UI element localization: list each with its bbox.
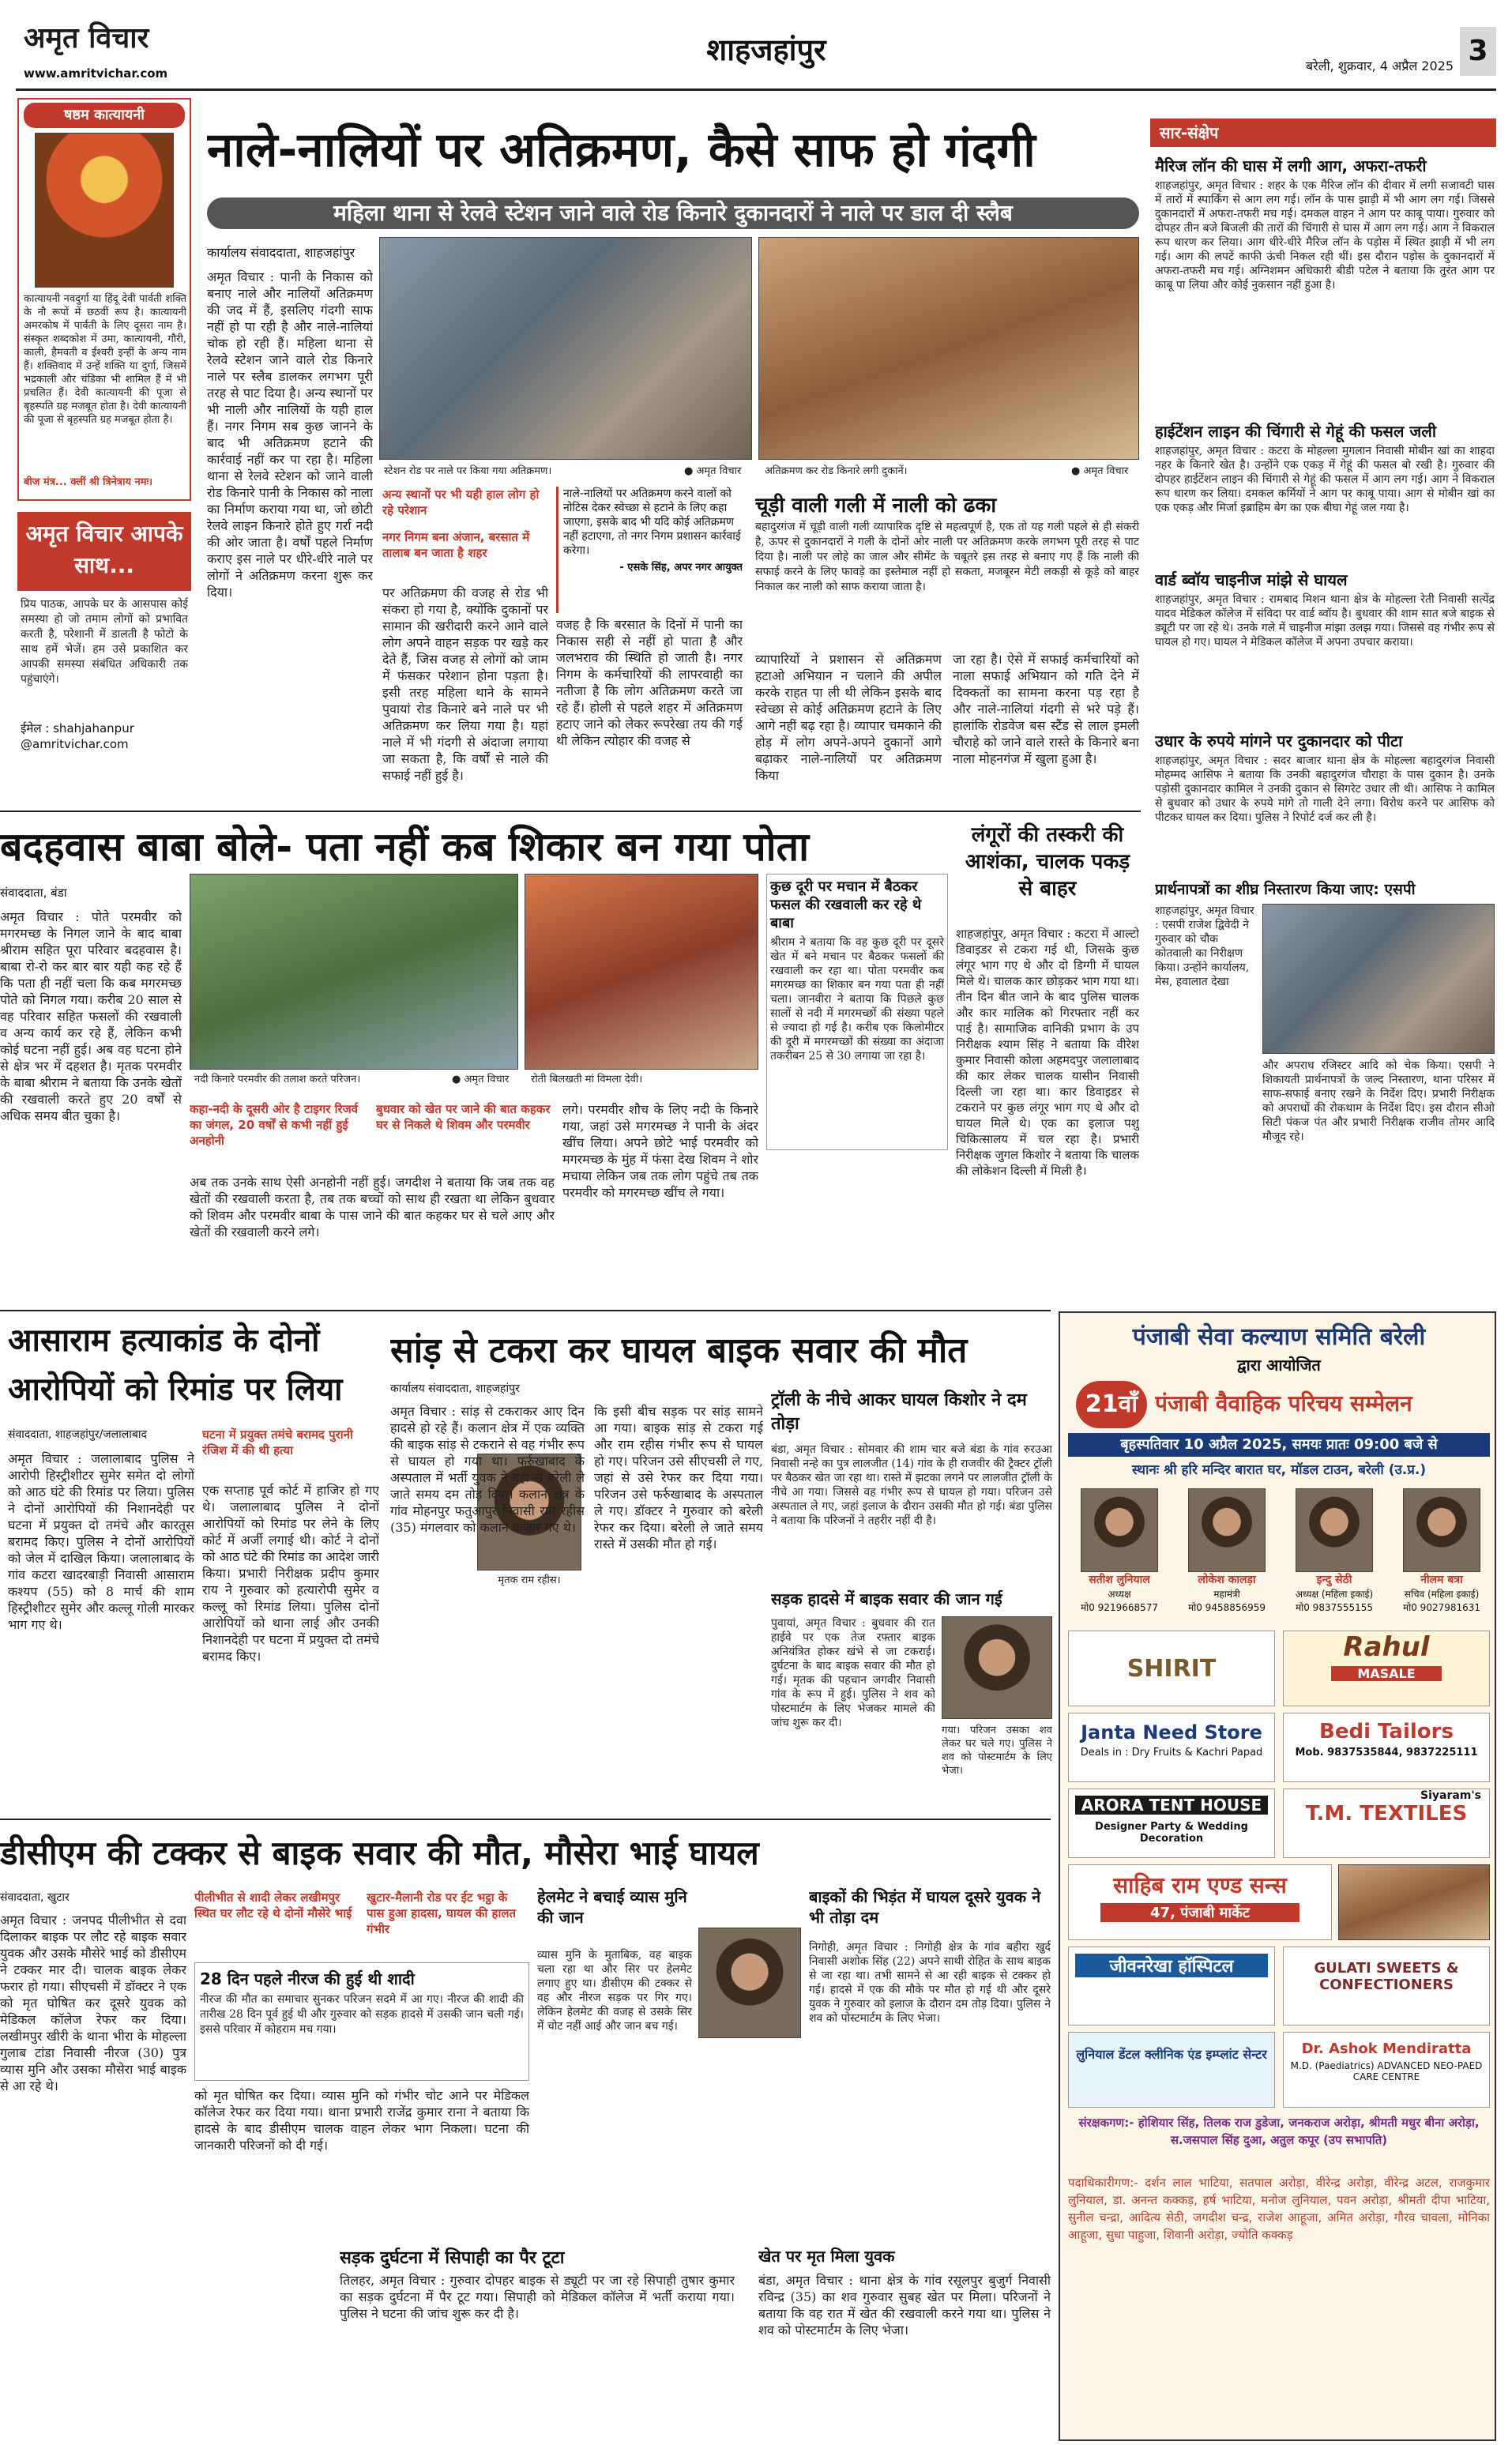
sammelan-venue: स्थानः श्री हरि मन्दिर बारात घर, मॉडल टाउन, बरेली (उ.प्र.)	[1131, 1462, 1427, 1478]
shirt-ad: SHIRIT	[1068, 1631, 1275, 1706]
person-name: नीलम बत्रा	[1420, 1574, 1463, 1586]
khet-headline: खेत पर मृत मिला युवक	[758, 2247, 895, 2266]
saar-4-headline: उधार के रुपये मांगने पर दुकानदार को पीटा	[1155, 732, 1403, 750]
lead-headline: नाले-नालियों पर अतिक्रमण, कैसे साफ हो गंदगी	[207, 122, 1036, 178]
ashok-brand: Dr. Ashok Mendiratta	[1301, 2041, 1472, 2057]
lead-col-2: पर अतिक्रमण की वजह से रोड भी संकरा हो गया है, क्योंकि दुकानों पर सामान की खरीदारी करने आने वाले लोग अपने वाहन सड़क पर खड़े कर देते हैं, जिस वजह से लोगों को जाम में फंसकर परेशान होना पड़ता है। इसी तरह महिला थाने के सामने पुवायां रोड किनारे बने नाले पर भी अतिक्रमण कर लिया गया है। यहां नाले में भी गंदगी से अंदाजा लगाया जा सकता है, कि वर्षों से नाले की सफाई नहीं हुई है।	[382, 585, 548, 783]
dm-byline: संवाददाता, खुटार	[0, 1891, 70, 1904]
saar-5-side: शाहजहांपुर, अमृत विचार : एसपी राजेश द्विवेदी ने गुरुवार को चौक कोतवाली का निरीक्षण किया। उन्होंने कार्यालय, मेस, हवालात देखा	[1155, 905, 1254, 988]
chudi-text: बहादुरगंज में चूड़ी वाली गली व्यापारिक दृष्टि से महत्वपूर्ण है, एक तो यह गली पहले से ही संकरी है, ऊपर से दुकानदारों ने गली के दोनों ओर नाली पर अतिक्रमण करके लगभग पूरी तरह से पाट दिया है। नाली पर लोहे का जाल और सीमेंट के चबूतरे इस तरह से बनाए गए हैं कि नाली की सफाई करने के लिए फावड़े का इस्तेमाल नहीं हो सकता, मजबूरन मेटी लकड़ी से कूड़े को बाहर निकाल कर नाली को साफ कराया जाता है।	[755, 521, 1139, 593]
city-name: शाहजहांपुर	[706, 32, 826, 67]
jeevan-ad	[1068, 1947, 1275, 2026]
bedi-ad	[1283, 1713, 1490, 1782]
baba-box-title: कुछ दूरी पर मचान में बैठकर फसल की रखवाली कर रहे थे बाबा	[770, 878, 922, 931]
chudi-col-a: व्यापारियों ने प्रशासन से अतिक्रमण हटाओ अभियान न चलाने की अपील करके राहत पा ली थी लेकिन इसके बाद स्वेच्छा से कोई अतिक्रमण हटाने के लिए आगे नहीं बढ़ रहा है। व्यापार चमकाने की होड़ में लोग अपने-अपने दुकानों आगे बढ़ाकर नाले-नालियों पर अतिक्रमण किया	[755, 652, 942, 783]
saar-3-text: शाहजहांपुर, अमृत विचार : रामबाद मिशन थाना क्षेत्र के मोहल्ला रेती निवासी सत्येंद्र यादव मेडिकल कॉलेज में संविदा पर वार्ड ब्वॉय है। बुधवार की शाम सात बजे बाइक से ड्यूटी पर जा रहे थे। उनके गले में चाइनीज मांझा उलझ गया। जिससे वह गंभीर रूप से घायल हो गए। घायल ने मेडिकल कॉलेज में अपना उपचार कराया।	[1155, 593, 1495, 649]
lead-photo-2-caption: अतिक्रमण कर रोड किनारे लगी दुकानें।	[760, 463, 997, 479]
dm-col-1: अमृत विचार : जनपद पीलीभीत से दवा दिलाकर बाइक पर लौट रहे बाइक सवार युवक और उसके मौसेरे भाई को डीसीएम ने टक्कर मार दी। चालक बाइक लेकर फरार हो गया। सीएचसी में डॉक्टर ने एक को मृत घोषित कर दूसरे युवक को मेडिकल कॉलेज रेफर कर दिया। लखीमपुर खीरी के थाना भीरा के मोहल्ला गुलाब टांडा निवासी नीरज (30) पुत्र व्यास मुनि और उसका मौसेरा भाई बाइक से आ रहे थे।	[0, 1913, 186, 2093]
aap-title: अमृत विचार आपके साथ...	[17, 512, 191, 591]
person-mob: मो0 9458856959	[1187, 1602, 1266, 1613]
asaram-col-2: एक सप्ताह पूर्व कोर्ट में हाजिर हो गए थे। जलालाबाद पुलिस ने दोनों आरोपियों को रिमांड पर लेने के लिए कोर्ट में अर्जी लगाई थी। कोर्ट ने दोनों को आठ घंटे की रिमांड का आदेश जारी किया। प्रभारी निरीक्षक प्रदीप कुमार राय ने गुरुवार को हत्यारोपी सुमेर व कल्लू को रिमांड लिया। पुलिस दोनों आरोपियों को थाना लाई और उनकी निशानदेही पर घटना में प्रयुक्त दो तमंचे बरामद किए।	[202, 1483, 379, 1664]
janta-sub: Deals in : Dry Fruits & Kachri Papad	[1080, 1747, 1263, 1759]
baba-col-2: अब तक उनके साथ ऐसी अनहोनी नहीं हुई। जगदीश ने बताया कि जब तक वह खेतों की रखवाली करता है, तब तक बच्चों को साथ ही रखता था लेकिन बुधवार को शिवम और परमवीर बाबा के पास जाने की बात कहकर घर से चले आए और खेतों की रखवाली करने लगे।	[190, 1175, 555, 1239]
person-card	[1175, 1488, 1278, 1623]
hadsa-text: पुवायां, अमृत विचार : बुधवार की रात हाईवे पर एक तेज रफ्तार बाइक अनियंत्रित होकर खंभे से जा टकराई। दुर्घटना के बाद बाइक सवार की मौत हो गई। मृतक की पहचान जगवीर निवासी गांव के रूप में हुई। पुलिस ने शव को पोस्टमार्टम के लिए भेजकर मामले की जांच शुरू कर दी।	[771, 1617, 935, 1729]
saar-3-headline: वार्ड ब्वॉय चाइनीज मांझे से घायल	[1155, 570, 1348, 589]
arora-brand: ARORA TENT HOUSE	[1075, 1796, 1268, 1815]
lead-subhead: महिला थाना से रेलवे स्टेशन जाने वाले रोड किनारे दुकानदारों ने नाले पर डाल दी स्लैब	[207, 197, 1139, 229]
person-role: महामंत्री	[1213, 1589, 1240, 1600]
person-mob: मो0 9027981631	[1402, 1602, 1481, 1613]
saar-5-text: और अपराध रजिस्टर आदि को चेक किया। एसपी ने शिकायती प्रार्थनापत्रों के जल्द निस्तारण, थाना परिसर में साफ-सफाई बनाए रखने के निर्देश दिए। प्रभारी निरीक्षक को अपराधों की रोकथाम के निर्देश दिए। इस दौरान सीओ सिटी पंकज पंत और प्रभारी निरीक्षक राजीव तोमर आदि मौजूद रहे।	[1262, 1059, 1495, 1143]
rahul-brand: Rahul	[1343, 1631, 1430, 1663]
dm-point-2: खुटार-मैलानी रोड पर ईट भट्ठा के पास हुआ हादसा, घायल की हालत गंभीर	[367, 1890, 517, 1936]
asaram-point: घटना में प्रयुक्त तमंचे बरामद पुरानी रंजिश में की थी हत्या	[202, 1428, 353, 1458]
ashok-ad	[1283, 2032, 1490, 2108]
tm-top: Siyaram's	[1420, 1789, 1481, 1802]
janta-brand: Janta Need Store	[1081, 1721, 1262, 1743]
aap-text: प्रिय पाठक, आपके घर के आसपास कोई समस्या हो जो तमाम लोगों को प्रभावित करती है, परेशानी में डालती है फोटो के साथ हमें भेजें। हम उसे प्रकाशित कर आपकी समस्या संबंधित अधिकारी तक पहुंचाएंगे।	[21, 598, 188, 686]
divider-1	[0, 811, 1141, 812]
goddess-image	[35, 133, 174, 288]
baba-photo-2	[525, 874, 758, 1070]
divider-2	[0, 1310, 1051, 1311]
jeevan-brand: जीवनरेखा हॉस्पिटल	[1075, 1954, 1268, 1977]
bees-text: निगोही, अमृत विचार : निगोही क्षेत्र के गांव बहीरा खुर्द निवासी अशोक सिंह (22) अपने साथी रोहित के साथ बाइक से जा रहा था। तभी सामने से आ रही बाइक से टक्कर हो गई। हादसे में एक की मौके पर मौत हो गई थी और दूसरे युवक ने गुरुवार को इलाज के दौरान दम तोड़ दिया। पुलिस ने शव को पोस्टमार्टम के लिए भेजा।	[809, 1941, 1051, 2025]
chudi-col-b: जा रहा है। ऐसे में सफाई कर्मचारियों को नाला सफाई अभियान को गति देने में दिक्कतों का सामना करना पड़ रहा है और नाले-नालियां गंदगी से भरे पड़े हैं। हालांकि रोडवेज बस स्टैंड से लाल इमली चौराहे को जाने वाले रास्ते के किनारे बना नाला मोहनगंज में खुला हुआ है।	[953, 652, 1139, 766]
tm-ad	[1283, 1789, 1490, 1858]
sammelan-date: बृहस्पतिवार 10 अप्रैल 2025, समयः प्रातः 09:00 बजे से	[1068, 1433, 1490, 1457]
trolley-tail: गया। परिजन उसका शव लेकर घर चले गए। पुलिस ने शव को पोस्टमार्टम के लिए भेजा।	[942, 1725, 1052, 1777]
gulati-ad	[1283, 1947, 1490, 2026]
lead-photo-2	[758, 237, 1139, 460]
person-role: अध्यक्ष	[1108, 1589, 1131, 1600]
page-number: 3	[1460, 27, 1496, 76]
baba-box	[766, 874, 948, 1150]
samiti-ad	[1059, 1311, 1496, 2441]
lead-photo-1-credit: ● अमृत विचार	[679, 463, 752, 479]
person-photo	[1403, 1488, 1480, 1572]
sahib-ad	[1068, 1864, 1332, 1940]
saar-1-headline: मैरिज लॉन की घास में लगी आग, अफरा-तफरी	[1155, 156, 1427, 175]
gulati-brand: GULATI SWEETS & CONFECTIONERS	[1314, 1960, 1459, 1993]
padadhikari: पदाधिकारीगण:- दर्शन लाल भाटिया, सतपाल अरोड़ा, वीरेन्द्र अरोड़ा, वीरेन्द्र अटल, राजकुमार लुनियाल, डा. अनन्त कक्कड़, हर्ष भाटिया, मनोज लुनियाल, पवन अरोड़ा, श्रीमती दीपा भाटिया, सुनील चन्द्रा, आदित्य सेठी, जगदीश चन्द्र, राजेश आहूजा, अमित अरोड़ा, गौरव चावला, मोनिका आहूजा, सुधा पाहुजा, शिवानी अरोड़ा, ज्योति कक्कड़	[1068, 2176, 1490, 2242]
lead-col-1: अमृत विचार : पानी के निकास को बनाए नाले और नालियों अतिक्रमण की जद में हैं, इसलिए गंदगी साफ नहीं हो पा रही है और नाले-नालियां चोक हो रही हैं। महिला थाना से रेलवे स्टेशन जाने वाले रोड किनारे नाले पर स्लैब डालकर लगभग पूरी तरह से पाट दिया है। अन्य स्थानों पर भी नाली और नालियों के यही हाल हैं। नगर निगम सब कुछ जानने के बाद भी अतिक्रमण हटाने की कार्रवाई नहीं कर पा रहा है। महिला थाना से रेलवे स्टेशन को जाने वाली रोड किनारे पानी के निकास को नाला का निर्माण कराया गया था, जो छोटी रेलवे लाइन किनारे होते हुए गर्रा नदी की ओर जाता है। वर्षों पहले निर्माण कराए इस नाले पर धीरे-धीरे नाले पर लोगों ने अतिक्रमण करना शुरू कर दिया।	[207, 269, 373, 600]
lead-col-3: वजह है कि बरसात के दिनों में पानी का निकास सही से नहीं हो पाता है और जलभराव की स्थिति हो जाती है। नगर निगम के कर्मचारियों की लापरवाही का नतीजा है कि लोग अतिक्रमण करते जा रहे हैं। होली से पहले शहर में अतिक्रमण हटाए जाने को लेकर रूपरेखा तय की गई थी लेकिन त्योहार की वजह से	[556, 617, 743, 748]
sammelan-number: 21वाँ	[1076, 1381, 1147, 1428]
person-card	[1390, 1488, 1493, 1623]
asaram-col-1: अमृत विचार : जलालाबाद पुलिस ने आरोपी हिस्ट्रीशीटर सुमेर समेत दो लोगों को आठ घंटे की रिमांड पर लिया। पुलिस ने दोनों आरोपियों की निशानदेही पर घटना में प्रयुक्त दो तमंचे और कारतूस बरामद किए। पुलिस ने दोनों आरोपियों को जेल में दाखिल किया। जलालाबाद के गांव कटरा खादरबाड़ी निवासी आसाराम कश्यप (55) को 8 मार्च की शाम हिस्ट्रीशीटर सुमेर और कल्लू गोली मारकर भाग गए थे।	[8, 1451, 194, 1632]
khet-text: बंडा, अमृत विचार : थाना क्षेत्र के गांव रसूलपुर बुजुर्ग निवासी रविन्द्र (35) का शव गुरुवार सुबह खेत पर मिला। परिजनों ने बताया कि वह रात में खेत की रखवाली करने गया था। पुलिस ने शव को पोस्टमार्टम के लिए भेजा।	[758, 2273, 1051, 2338]
hadsa-photo	[942, 1616, 1052, 1719]
sahib-photo	[1338, 1864, 1490, 1940]
divider-3	[0, 1819, 1051, 1820]
sammelan-title: पंजाबी वैवाहिक परिचय सम्मेलन	[1155, 1390, 1412, 1416]
goddess-box	[17, 98, 191, 501]
chudi-headline: चूड़ी वाली गली में नाली को ढका	[755, 494, 997, 517]
person-mob: मो0 9219668577	[1080, 1602, 1159, 1613]
trolley-text: बंडा, अमृत विचार : सोमवार की शाम चार बजे बंडा के गांव रुरउआ निवासी नन्हे का पुत्र लालजीत (14) गांव के ही राजवीर की ट्रैक्टर ट्रॉली पर बैठकर खेत जा रहा था। रास्ते में झटका लगने पर लालजीत ट्रॉली के नीचे आ गया। जिससे वह गंभीर रूप से घायल हो गया। परिजन उसे अस्पताल ले गए, जहां इलाज के दौरान उसकी मौत हो गई। बंडा पुलिस ने बताया कि परिजनों ने तहरीर नहीं दी है।	[771, 1443, 1052, 1527]
tm-brand: T.M. TEXTILES	[1305, 1802, 1468, 1826]
person-mob: मो0 9837555155	[1295, 1602, 1374, 1613]
baba-headline: बदहवास बाबा बोले- पता नहीं कब शिकार बन गया पोता	[0, 824, 810, 870]
lead-byline: कार्यालय संवाददाता, शाहजहांपुर	[207, 245, 355, 260]
person-photo	[1081, 1488, 1158, 1572]
aap-email[interactable]: ईमेल : shahjahanpur @amritvichar.com	[21, 721, 134, 751]
dm-headline: डीसीएम की टक्कर से बाइक सवार की मौत, मौसेरा भाई घायल	[0, 1834, 759, 1872]
arora-ad	[1068, 1789, 1275, 1858]
aap-box	[17, 512, 191, 773]
lead-point-1: अन्य स्थानों पर भी यही हाल लोग हो रहे परेशान	[382, 487, 540, 517]
saar-2-headline: हाईटेंशन लाइन की चिंगारी से गेहूं की फसल जली	[1155, 422, 1437, 441]
saand-col-1: अमृत विचार : सांड़ से टकराकर आए दिन हादसे हो रहे हैं। कलान क्षेत्र में एक व्यक्ति की बाइक सांड़ से टकराने से वह गंभीर रूप से घायल हो गया था। फर्रुखाबाद के अस्पताल में भर्ती युवक ने वहां से बरेली ले जाते समय दम तोड़ दिया। कलान क्षेत्र के गांव मोहनपुर फतुआपुर निवासी राम रहीस (35) मंगलवार को कलान बाजार गए थे।	[390, 1404, 585, 1535]
dateline: बरेली, शुक्रवार, 4 अप्रैल 2025	[1305, 58, 1454, 73]
saand-col-2: कि इसी बीच सड़क पर सांड़ सामने आ गया। बाइक सांड़ से टकरा गई और राम रहीस गंभीर रूप से घायल हो गए। परिजन उसे सीएचसी ले गए, जहां से उसे रेफर कर दिया गया। परिजन उसे फर्रुखाबाद के अस्पताल ले गए। डॉक्टर ने गुरुवार को बरेली रेफर कर दिया। बरेली ले जाते समय रास्ते में उसकी मौत हो गई।	[594, 1404, 763, 1552]
masthead-rule	[16, 88, 1496, 91]
person-name: लोकेश कालड़ा	[1198, 1574, 1256, 1586]
janta-ad	[1068, 1713, 1275, 1782]
rahul-sub: MASALE	[1331, 1666, 1442, 1681]
person-name: सतीश लुनियाल	[1089, 1574, 1150, 1586]
saar-1-text: शाहजहांपुर, अमृत विचार : शहर के एक मैरिज लॉन की दीवार में लगी सजावटी घास में तारों में स्पार्किंग से आग लग गई। लॉन के पास झाड़ी में भी आग लग गई। जिससे दुकानदारों में अफरा-तफरी मच गई। दमकल वाहन ने आग पर काबू पाया। गुरुवार को दोपहर तीन बजे बिजली की तारों की चिंगारी से घास में आग लग गई। आग ने विकराल रूप धारण कर लिया। आग धीरे-धीरे मैरिज लॉन के पड़ोस में स्थित झाड़ी में भी लग गई। आग की लपटें काफी ऊंची निकल रही थीं। इस दौरान पड़ोस के दुकानदारों में अफरा-तफरी मच गई। अग्निशमन अधिकारी बीडी पटेल ने बताया कि तुरंत आग पर काबू पा लिया और कोई नुकसान नहीं हुआ है।	[1155, 179, 1495, 292]
saand-photo-caption: मृतक राम रहीस।	[477, 1572, 581, 1588]
arora-sub: Designer Party & Wedding Decoration	[1095, 1821, 1248, 1845]
masthead-logo: अमृत विचार	[24, 22, 149, 55]
asaram-byline: संवाददाता, शाहजहांपुर/जलालाबाद	[8, 1428, 147, 1441]
saar-4-text: शाहजहांपुर, अमृत विचार : सदर बाजार थाना क्षेत्र के मोहल्ला बहादुरगंज निवासी मोहम्मद आसिफ ने बताया कि उनकी बहादुरगंज चौराहा के पास दुकान है। उनके पड़ोसी दुकानदार कामिल ने उनकी दुकान से सिगरेट उधार ली थी। आसिफ ने कामिल से बुधवार को उधार के रुपये मांगे तो गाली देने लगा। विरोध करने पर आसिफ को पीटकर घायल कर दिया। पुलिस ने रिपोर्ट दर्ज कर ली है।	[1155, 754, 1495, 824]
hadsa-headline: सड़क हादसे में बाइक सवार की जान गई	[771, 1589, 1002, 1608]
sipahi-headline: सड़क दुर्घटना में सिपाही का पैर टूटा	[340, 2248, 565, 2268]
saar-5-photo	[1262, 904, 1495, 1054]
person-role: अध्यक्ष (महिला इकाई)	[1295, 1589, 1374, 1600]
helmet-text: व्यास मुनि के मुताबिक, वह बाइक चला रहा था और सिर पर हेलमेट लगाए हुए था। डीसीएम की टक्कर से वह और नीरज सड़क पर गिर गए। लेकिन हेलमेट की वजह से उसके सिर में चोट नहीं आई और जान बच गई।	[537, 1949, 692, 2033]
baba-box-text: श्रीराम ने बताया कि वह कुछ दूरी पर दूसरे खेत में बने मचान पर बैठकर फसलों की रखवाली कर रहा था। पोता परमवीर कब मगरमच्छ का शिकार बन गया पता ही नहीं चला। जानवीरा ने बताया कि पिछले कुछ सालों से नदी में मगरमच्छों की संख्या पहले से ज्यादा हो गई है। करीब एक किलोमीटर की दूरी में मगरमच्छों की संख्या का अंदाजा तकरीबन 25 से 30 लगाया जा रहा है।	[770, 936, 944, 1063]
baba-col-3: लगे। परमवीर शौच के लिए नदी के किनारे गया, जहां उसे मगरमच्छ ने पानी के अंदर खींच लिया। अपने छोटे भाई परमवीर को मगरमच्छ के मुंह में फंसा देख शिवम ने शोर मचाया लेकिन जब तक लोग पहुंचे तब तक परमवीर को मगरमच्छ खींच ले गया।	[562, 1102, 758, 1200]
lead-point-2: नगर निगम बना अंजान, बरसात में तालाब बन जाता है शहर	[382, 530, 530, 560]
dm-point-1: पीलीभीत से शादी लेकर लखीमपुर स्थित घर लौट रहे थे दोनों मौसेरे भाई	[194, 1890, 352, 1920]
goddess-text: कात्यायनी नवदुर्गा या हिंदू देवी पार्वती शक्ति के नौ रूपों में छठवीं रूप है। कात्यायनी अमरकोष में पार्वती के लिए दूसरा नाम है। संस्कृत शब्दकोश में उमा, कात्यायनी, गौरी, काली, हैमवती व ईश्वरी इन्हीं के अन्य नाम हैं। शक्तिवाद में उन्हें शक्ति या दुर्गा, जिसमें भद्रकाली और चंडिका भी शामिल हैं में भी प्रचलित हैं। देवी कात्यायनी की पूजा से बृहस्पति ग्रह मजबूत होता है। देवी कात्यायनी की पूजा से बृहस्पति ग्रह मजबूत होता है।	[24, 293, 186, 426]
goddess-title: षष्ठम कात्यायनी	[24, 103, 185, 128]
samiti-title: पंजाबी सेवा कल्याण समिति बरेली	[1132, 1323, 1426, 1351]
saar-title: सार-संक्षेप	[1150, 118, 1496, 147]
lead-quote-author: - एसके सिंह, अपर नगर आयुक्त	[619, 562, 743, 574]
dm-photo	[698, 1928, 801, 2038]
bedi-brand: Bedi Tailors	[1319, 1720, 1454, 1743]
baba-byline: संवाददाता, बंडा	[0, 886, 67, 900]
baba-photo-1	[190, 874, 518, 1070]
dm-box-title: 28 दिन पहले नीरज की हुई थी शादी	[200, 1969, 415, 1988]
saar-2-text: शाहजहांपुर, अमृत विचार : कटरा के मोहल्ला मुगलान निवासी मोबीन खां का शाहदा नहर के किनारे खेत है। उन्होंने एक एकड़ में गेहूं की फसल बो रखी है। गुरुवार की दोपहर हाईटेंशन लाइन की चिंगारी से गेहूं की फसल में आग लग गई। आग ने विकराल रूप धारण कर लिया। दमकल कर्मियों ने आग पर काबू पाया। आग से मोबीन खां का एक एकड़ और मिर्जा इब्राहिम बेग का एक बीघा गेहूं जल गया है।	[1155, 445, 1495, 514]
sanrakshak: संरक्षकगण:- होशियार सिंह, तिलक राज डुडेजा, जनकराज अरोड़ा, श्रीमती मधुर बीना अरोड़ा, स.जसपाल सिंह दुआ, अतुल कपूर (उप सभापति)	[1078, 2116, 1480, 2147]
sahib-sub: 47, पंजाबी मार्केट	[1100, 1903, 1299, 1922]
sahib-brand: साहिब राम एण्ड सन्स	[1113, 1872, 1287, 1898]
baba-photo-1-caption: नदी किनारे परमवीर की तलाश करते परिजन।	[190, 1071, 427, 1087]
goddess-mantra: बीज मंत्र... क्लीं श्री त्रिनेत्राय नमः।	[24, 476, 153, 488]
dm-col-2: को मृत घोषित कर दिया। व्यास मुनि को गंभीर चोट आने पर मेडिकल कॉलेज रेफर कर दिया गया। थाना प्रभारी राजेंद्र कुमार राना ने बताया कि हादसे के बाद डीसीएम चालक वाहन लेकर भाग निकला। घटना की जानकारी परिजनों को दी गई।	[194, 2088, 529, 2153]
baba-col-1: अमृत विचार : पोते परमवीर को मगरमच्छ के निगल जाने के बाद बाबा श्रीराम सहित पूरा परिवार बदहवास है। बाबा रो-रो कर बार बार यही कह रहे हैं कि पता ही नहीं चला कि कब मगरमच्छ पोते को निगल गया। करीब 20 साल से वह परिवार सहित फसलों की रखवाली व अन्य कार्य कर रहे हैं, लेकिन कभी कोई घटना नहीं हुई। अब वह घटना होने से क्षेत्र भर में दहशत है। मृतक परमवीर के बाबा श्रीराम ने बताया कि उनके खेतों की रखवाली करते हुए 20 वर्षों से अधिक समय बीत चुका है।	[0, 909, 182, 1123]
asaram-headline: आसाराम हत्याकांड के दोनों आरोपियों को रिमांड पर लिया	[8, 1322, 343, 1408]
lumiyal-ad	[1068, 2032, 1275, 2108]
person-role: सचिव (महिला इकाई)	[1404, 1589, 1480, 1600]
lead-quote-text: नाले-नालियों पर अतिक्रमण करने वालों को नोटिस देकर स्वेच्छा से हटाने के लिए कहा जाएगा, इसके बाद भी यदि कोई अतिक्रमण नहीं हटाएगा, तो नगर निगम प्रशासन कार्रवाई करेगा।	[563, 487, 741, 557]
saar-5-headline: प्रार्थनापत्रों का शीघ्र निस्तारण किया जाए: एसपी	[1155, 881, 1416, 898]
saand-byline: कार्यालय संवाददाता, शाहजहांपुर	[390, 1382, 520, 1395]
masthead	[0, 0, 1512, 93]
saand-headline: सांड़ से टकरा कर घायल बाइक सवार की मौत	[390, 1330, 968, 1371]
person-name: इन्दु सेठी	[1316, 1574, 1352, 1586]
lead-photo-2-credit: ● अमृत विचार	[1066, 463, 1139, 479]
rahul-ad	[1283, 1631, 1490, 1706]
lumiyal-brand: लुनियाल डेंटल क्लीनिक एंड इम्प्लांट सेन्टर	[1076, 2047, 1267, 2062]
baba-point-1: कहा-नदी के दूसरी ओर है टाइगर रिजर्व का जंगल, 20 वर्षों से कभी नहीं हुई अनहोनी	[190, 1102, 359, 1148]
baba-photo-1-credit: ● अमृत विचार	[447, 1071, 518, 1087]
trolley-headline: ट्रॉली के नीचे आकर घायल किशोर ने दम तोड़ा	[771, 1390, 1027, 1434]
bedi-mob: Mob. 9837535844, 9837225111	[1295, 1747, 1478, 1759]
langur-text: शाहजहांपुर, अमृत विचार : कटरा में आल्टो डिवाइडर से टकरा गई थी, जिसके कुछ लंगूर भाग गए थे और दो डिग्गी में घायल मिले थे। चालक कार छोड़कर भाग गया था। तीन दिन बीत जाने के बाद पुलिस चालक और कार मालिक को गिरफ्तार नहीं कर पाई है। सामाजिक वानिकी प्रभाग के उप निरीक्षक श्याम सिंह ने बताया कि वीरेश कुमार निवासी कोला अहमदपुर जलालाबाद की कार लेकर चालक यासीन निवासी दिल्ली जा रहा था। कार डिवाइडर से टकराने पर कुछ लंगूर भाग गए थे और दो घायल मिले थे। एक का इलाज पशु चिकित्सालय में चल रहा है। प्रभारी निरीक्षक जुगल किशोर ने बताया कि चालक की लोकेशन दिल्ली में मिली है।	[956, 927, 1139, 1178]
person-photo	[1296, 1488, 1373, 1572]
baba-point-2: बुधवार को खेत पर जाने की बात कहकर घर से निकले थे शिवम और परमवीर	[376, 1102, 551, 1132]
samiti-subtitle: द्वारा आयोजित	[1237, 1356, 1321, 1375]
helmet-headline: हेलमेट ने बचाई व्यास मुनि की जान	[537, 1887, 687, 1927]
dm-box-text: नीरज की मौत का समाचार सुनकर परिजन सदमे में आ गए। नीरज की शादी की तारीख 28 दिन पूर्व हुई थी और गुरुवार को सड़क हादसे में उसकी जान चली गई। इससे परिवार में कोहराम मच गया।	[200, 1993, 524, 2036]
person-card	[1283, 1488, 1386, 1623]
ashok-sub: M.D. (Paediatrics) ADVANCED NEO-PAED CARE CENTRE	[1290, 2060, 1483, 2082]
dm-box	[194, 1962, 529, 2081]
person-photo	[1188, 1488, 1266, 1572]
lead-quote	[556, 487, 743, 613]
lead-photo-1-caption: स्टेशन रोड पर नाले पर किया गया अतिक्रमण।	[379, 463, 632, 479]
masthead-url[interactable]: www.amritvichar.com	[24, 66, 168, 81]
person-card	[1068, 1488, 1171, 1623]
bees-headline: बाइकों की भिड़ंत में घायल दूसरे युवक ने भी तोड़ा दम	[809, 1887, 1041, 1927]
sipahi-text: तिलहर, अमृत विचार : गुरुवार दोपहर बाइक से ड्यूटी पर जा रहे सिपाही तुषार कुमार का सड़क दुर्घटना में पैर टूट गया। सिपाही को मेडिकल कॉलेज में भर्ती कराया गया। पुलिस ने घटना की जांच शुरू कर दी है।	[340, 2273, 735, 2321]
saar-panel	[1150, 118, 1496, 1303]
langur-headline: लंगूरों की तस्करी की आशंका, चालक पकड़ से बाहर	[965, 823, 1130, 901]
baba-photo-2-caption: रोती बिलखती मां विमला देवी।	[526, 1071, 758, 1087]
lead-photo-1	[379, 237, 752, 460]
